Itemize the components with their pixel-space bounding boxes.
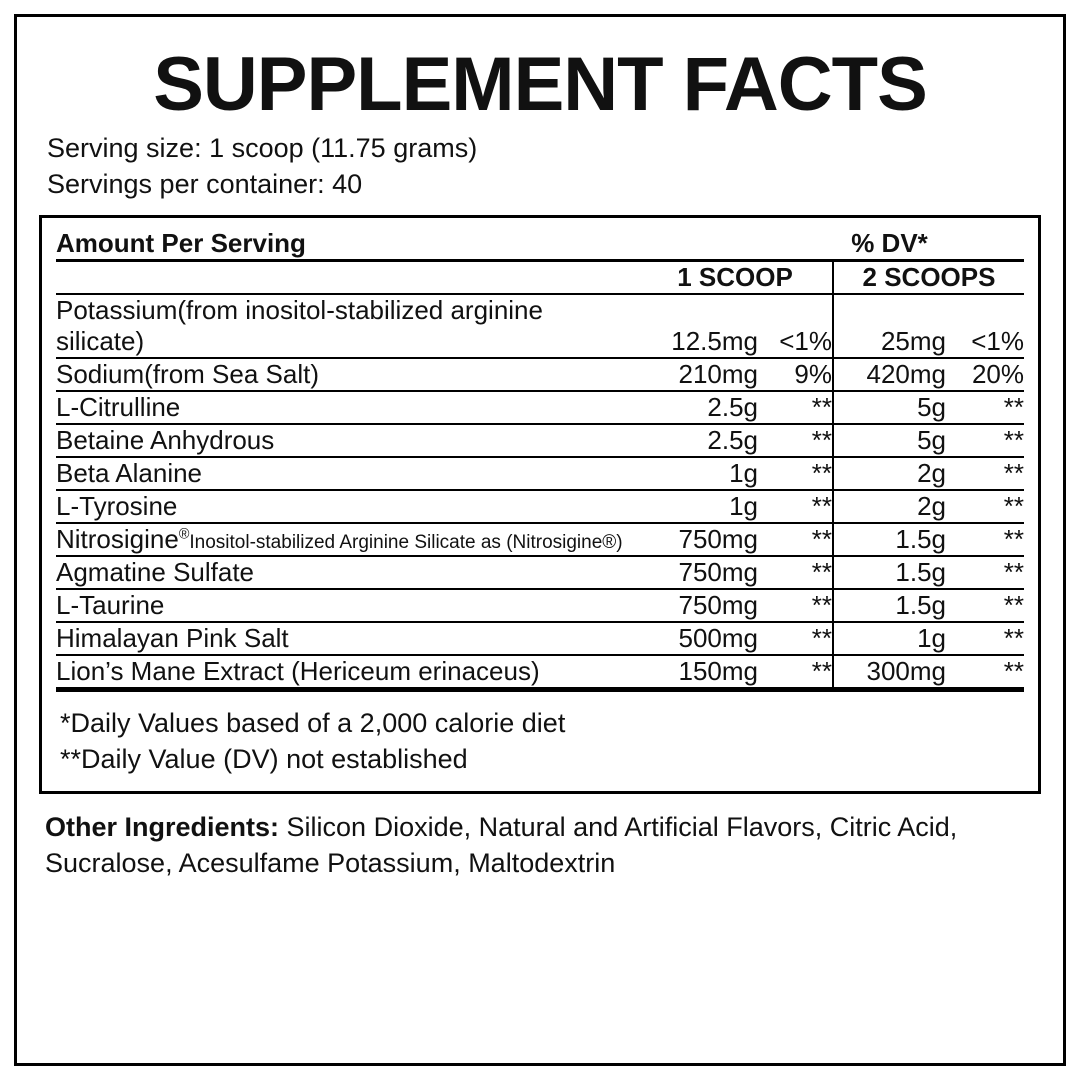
nutrient-name: L-Taurine	[56, 589, 638, 622]
nutrient-amount-1scoop: 12.5mg	[638, 294, 758, 358]
facts-table-box	[39, 215, 1041, 794]
label-outer-border	[14, 14, 1066, 1066]
col-header-1-scoop: 1 SCOOP	[677, 262, 793, 292]
nutrient-name: Himalayan Pink Salt	[56, 622, 638, 655]
other-ingredients-text: Silicon Dioxide, Natural and Artificial Flavors, Citric Acid, Sucralose, Acesulfame Potassium, Maltodextrin	[45, 812, 958, 879]
col-header-2-scoops: 2 SCOOPS	[833, 261, 1024, 294]
footer-rule	[56, 688, 1024, 691]
serving-info	[47, 131, 1041, 203]
nutrient-amount-2scoops: 25mg	[833, 294, 946, 358]
registered-mark: ®	[178, 526, 190, 543]
facts-header-row	[56, 228, 1024, 259]
nutrient-dv-1scoop: 9%	[758, 358, 833, 391]
nutrient-dv-2scoops: **	[946, 523, 1024, 556]
nutrient-amount-1scoop: 750mg	[638, 589, 758, 622]
nutrient-dv-1scoop: **	[758, 457, 833, 490]
table-row	[56, 556, 1024, 589]
nutrient-dv-2scoops: **	[946, 655, 1024, 688]
nutrient-dv-2scoops: **	[946, 424, 1024, 457]
table-row	[56, 523, 1024, 556]
nutrient-amount-1scoop: 2.5g	[638, 391, 758, 424]
footnote-dv-not-established: **Daily Value (DV) not established	[60, 743, 468, 774]
nutrient-dv-1scoop: **	[758, 490, 833, 523]
nutrient-dv-2scoops: **	[946, 457, 1024, 490]
nutrient-amount-2scoops: 300mg	[833, 655, 946, 688]
nutrient-name	[56, 523, 638, 556]
nutrient-dv-1scoop: **	[758, 655, 833, 688]
nutrient-amount-1scoop: 150mg	[638, 655, 758, 688]
scoop-columns-row	[56, 261, 1024, 294]
nutrient-dv-1scoop: <1%	[758, 294, 833, 358]
table-row	[56, 622, 1024, 655]
nutrient-dv-2scoops: 20%	[946, 358, 1024, 391]
nutrient-amount-1scoop: 750mg	[638, 523, 758, 556]
nutrient-amount-1scoop: 1g	[638, 490, 758, 523]
table-row	[56, 655, 1024, 688]
servings-per-container: Servings per container: 40	[47, 169, 363, 200]
nutrient-dv-1scoop: **	[758, 556, 833, 589]
nutrient-dv-2scoops: **	[946, 391, 1024, 424]
table-row	[56, 589, 1024, 622]
nutrient-dv-2scoops: <1%	[946, 294, 1024, 358]
nutrient-amount-1scoop: 2.5g	[638, 424, 758, 457]
nutrient-amount-2scoops: 1.5g	[833, 589, 946, 622]
nutrient-amount-2scoops: 420mg	[833, 358, 946, 391]
nutrient-amount-2scoops: 2g	[833, 490, 946, 523]
nutrient-name: L-Citrulline	[56, 391, 638, 424]
nutrient-amount-1scoop: 210mg	[638, 358, 758, 391]
facts-table	[56, 228, 1024, 692]
nutrient-amount-1scoop: 750mg	[638, 556, 758, 589]
nutrient-name: Potassium(from inositol-stabilized arginine silicate)	[56, 294, 638, 358]
nutrient-name: Lion’s Mane Extract (Hericeum erinaceus)	[56, 655, 638, 688]
nutrient-name: Sodium(from Sea Salt)	[56, 358, 638, 391]
table-row	[56, 294, 1024, 358]
nutrient-amount-1scoop: 500mg	[638, 622, 758, 655]
nutrient-dv-2scoops: **	[946, 490, 1024, 523]
nutrient-name: Betaine Anhydrous	[56, 424, 638, 457]
dv-header: % DV*	[851, 228, 928, 258]
nutrient-dv-1scoop: **	[758, 523, 833, 556]
page-title: SUPPLEMENT FACTS	[153, 42, 927, 127]
nutrient-dv-2scoops: **	[946, 589, 1024, 622]
nutrient-amount-2scoops: 5g	[833, 391, 946, 424]
other-ingredients	[45, 810, 1041, 882]
other-ingredients-label: Other Ingredients:	[45, 812, 280, 843]
footnotes	[56, 706, 1024, 777]
nutrient-name-main: Nitrosigine	[56, 524, 179, 554]
nutrient-amount-2scoops: 1g	[833, 622, 946, 655]
nutrient-dv-1scoop: **	[758, 424, 833, 457]
footnote-daily-values: *Daily Values based of a 2,000 calorie diet	[60, 708, 566, 738]
nutrient-name: Beta Alanine	[56, 457, 638, 490]
table-row	[56, 457, 1024, 490]
table-row	[56, 391, 1024, 424]
nutrient-dv-1scoop: **	[758, 622, 833, 655]
nutrient-amount-1scoop: 1g	[638, 457, 758, 490]
nutrient-dv-1scoop: **	[758, 391, 833, 424]
nutrient-amount-2scoops: 2g	[833, 457, 946, 490]
amount-per-serving-header: Amount Per Serving	[56, 228, 306, 258]
nutrient-dv-2scoops: **	[946, 622, 1024, 655]
nutrient-dv-2scoops: **	[946, 556, 1024, 589]
table-row	[56, 424, 1024, 457]
serving-size: Serving size: 1 scoop (11.75 grams)	[47, 133, 478, 164]
nutrient-dv-1scoop: **	[758, 589, 833, 622]
nutrient-name: Agmatine Sulfate	[56, 556, 638, 589]
nutrient-amount-2scoops: 1.5g	[833, 556, 946, 589]
nutrient-name: L-Tyrosine	[56, 490, 638, 523]
nutrient-name-detail: Inositol-stabilized Arginine Silicate as (Nitrosigine®)	[189, 532, 623, 553]
nutrient-amount-2scoops: 5g	[833, 424, 946, 457]
nutrient-amount-2scoops: 1.5g	[833, 523, 946, 556]
table-row	[56, 358, 1024, 391]
table-row	[56, 490, 1024, 523]
